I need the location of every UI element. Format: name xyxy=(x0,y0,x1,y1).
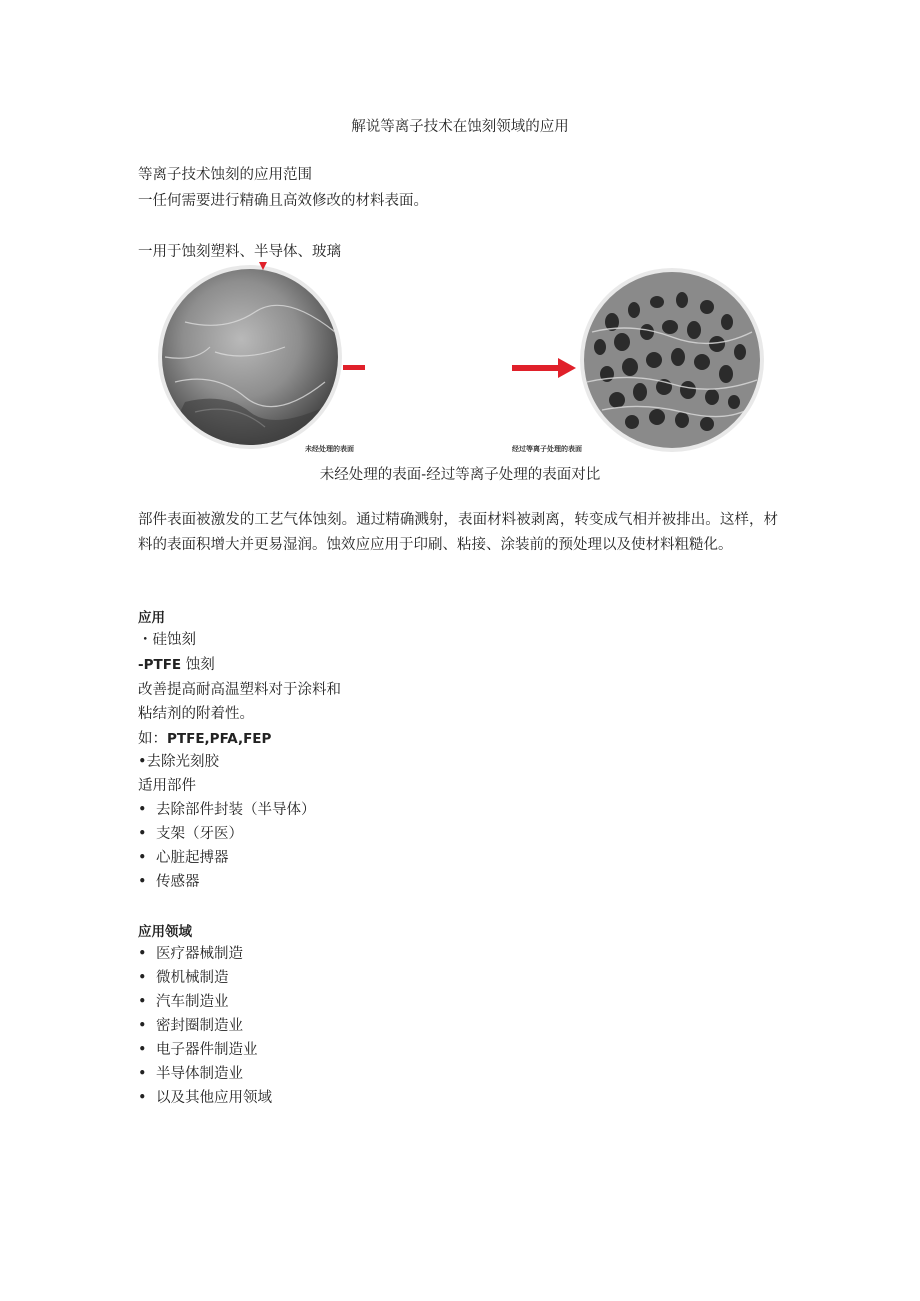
list-item: • 以及其他应用领域 xyxy=(138,1090,272,1106)
untreated-surface-image xyxy=(155,262,370,457)
section-heading: 等离子技术蚀刻的应用范围 xyxy=(138,167,312,183)
list-item: • 电子器件制造业 xyxy=(138,1042,258,1058)
list-item: • 半导体制造业 xyxy=(138,1066,243,1082)
list-item: • 密封圈制造业 xyxy=(138,1018,243,1034)
example-materials: PTFE,PFA,FEP xyxy=(167,731,272,747)
body-paragraph: 部件表面被激发的工艺气体蚀刻。通过精确溅射，表面材料被剥离，转变成气相并被排出。这样，材料的表面积增大并更易湿润。蚀效应应用于印刷、粘接、涂装前的预处理以及使材料粗糙化。 xyxy=(138,512,778,553)
improve-line: 改善提高耐高温塑料对于涂料和 xyxy=(138,682,341,698)
fields-heading: 应用领域 xyxy=(138,924,192,940)
untreated-surface-figure xyxy=(155,262,370,457)
list-item: • 支架（牙医） xyxy=(138,826,243,842)
applications-heading: 应用 xyxy=(138,610,165,626)
treated-label: 经过等离子处理的表面 xyxy=(512,445,582,453)
page-title: 解说等离子技术在蚀刻领域的应用 xyxy=(351,119,569,135)
ptfe-label: -PTFE xyxy=(138,657,182,673)
treated-surface-image xyxy=(512,262,772,457)
ptfe-etching-text: 蚀刻 xyxy=(185,657,215,673)
ptfe-etching-item xyxy=(138,655,215,675)
text-line: 一用于蚀刻塑料、半导体、玻璃 xyxy=(138,244,341,260)
untreated-label: 未经处理的表面 xyxy=(305,445,354,453)
silicon-etching-item: ・硅蚀刻 xyxy=(138,632,196,648)
list-item: • 汽车制造业 xyxy=(138,994,229,1010)
parts-heading: 适用部件 xyxy=(138,778,196,794)
text-line: 一任何需要进行精确且高效修改的材料表面。 xyxy=(138,193,428,209)
list-item: • 医疗器械制造 xyxy=(138,946,243,962)
figure-caption: 未经处理的表面-经过等离子处理的表面对比 xyxy=(319,467,601,483)
list-item: • 微机械制造 xyxy=(138,970,229,986)
improve-line: 粘结剂的附着性。 xyxy=(138,706,254,722)
list-item: • 去除部件封装（半导体） xyxy=(138,802,316,818)
treated-surface-figure xyxy=(512,262,772,457)
list-item: • 心脏起搏器 xyxy=(138,850,229,866)
photoresist-item: •去除光刻胶 xyxy=(138,754,220,770)
example-prefix: 如： xyxy=(138,731,167,747)
example-line xyxy=(138,729,271,749)
list-item: • 传感器 xyxy=(138,874,200,890)
